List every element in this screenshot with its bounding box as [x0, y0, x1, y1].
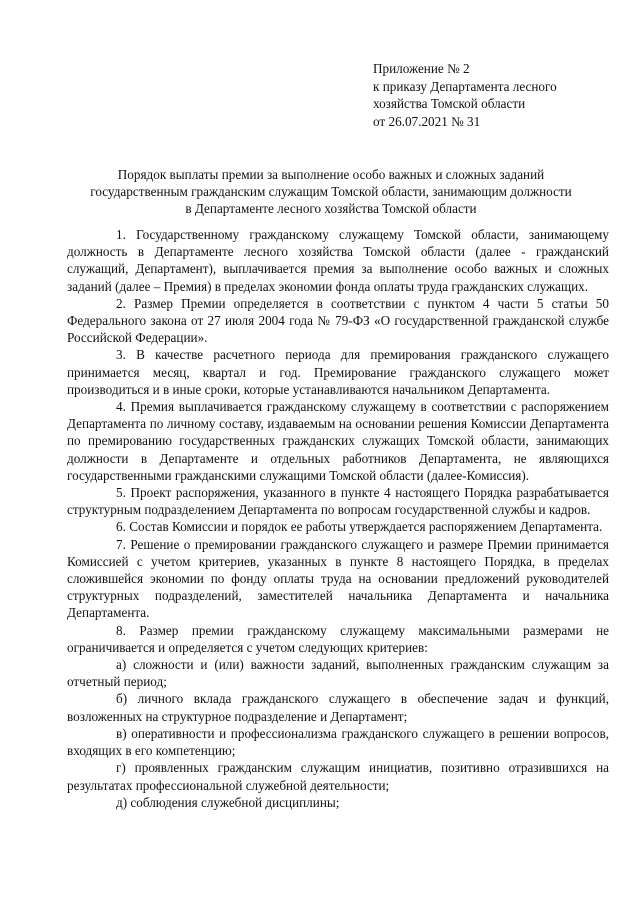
- appendix-header: [373, 60, 623, 130]
- paragraph-1: 1. Государственному гражданскому служащему Томской области, занимающему должность в Департаменте лесного хозяйства Томской области (далее - гражданский служащий, Департамент), выплачивается премия за выполнение особо важных и сложных заданий (далее – Премия) в пределах экономии фонда оплаты труда гражданских служащих.: [67, 227, 609, 294]
- criterion-d: д) соблюдения служебной дисциплины;: [116, 794, 340, 810]
- criterion-a: а) сложности и (или) важности заданий, выполненных гражданским служащим за отчетный период;: [67, 657, 609, 690]
- criterion-v: в) оперативности и профессионализма гражданского служащего в решении вопросов, входящих в его компетенцию;: [67, 725, 609, 759]
- paragraph-3: 3. В качестве расчетного периода для премирования гражданского служащего принимается месяц, квартал и год. Премирование гражданского служащего может производиться и в иные сроки, которые устанавливаются начальником Департамента.: [67, 347, 609, 397]
- criterion-b: б) личного вклада гражданского служащего в обеспечение задач и функций, возложенных на структурное подразделение и Департамент;: [67, 691, 609, 724]
- title-line-2: государственным гражданским служащим Томской области, занимающим должности: [90, 184, 572, 200]
- document-body: [67, 226, 609, 811]
- title-line-3: в Департаменте лесного хозяйства Томской области: [185, 201, 477, 217]
- paragraph-8: 8. Размер премии гражданскому служащему максимальными размерами не ограничивается и определяется с учетом следующих критериев:: [67, 622, 609, 655]
- appendix-org: хозяйства Томской области: [373, 96, 526, 111]
- appendix-date: от 26.07.2021 № 31: [373, 113, 481, 129]
- appendix-number: Приложение № 2: [373, 61, 470, 76]
- title-line-1: Порядок выплаты премии за выполнение особо важных и сложных заданий: [117, 167, 545, 182]
- paragraph-5: 5. Проект распоряжения, указанного в пункте 4 настоящего Порядка разрабатывается структурным подразделением Департамента по вопросам государственной службы и кадров.: [67, 485, 609, 518]
- paragraph-2: 2. Размер Премии определяется в соответствии с пунктом 4 части 5 статьи 50 Федерального закона от 27 июля 2004 года № 79-ФЗ «О государственной гражданской службе Российской Федерации».: [67, 295, 609, 346]
- criterion-g: г) проявленных гражданским служащим инициатив, позитивно отразившихся на результатах профессиональной служебной деятельности;: [67, 760, 609, 793]
- paragraph-7: 7. Решение о премировании гражданского служащего и размере Премии принимается Комиссией с учетом критериев, указанных в пункте 8 настоящего Порядка, в пределах сложившейся экономии по фонду оплаты труда на основании предложений руководителей структурных подразделений, заместителей начальника Департамента и начальника Департамента.: [67, 536, 609, 621]
- paragraph-4: 4. Премия выплачивается гражданскому служащему в соответствии с распоряжением Департамента по личному составу, издаваемым на основании решения Комиссии Департамента по премированию государственных гражданских служащих Томской области, занимающих должности в Департаменте и отдельных работников Департамента, не являющихся государственными гражданскими служащими Томской области (далее-Комиссия).: [67, 399, 609, 483]
- appendix-order-ref: к приказу Департамента лесного: [373, 78, 557, 94]
- paragraph-6: 6. Состав Комиссии и порядок ее работы утверждается распоряжением Департамента.: [116, 519, 603, 535]
- document-title: [66, 166, 596, 218]
